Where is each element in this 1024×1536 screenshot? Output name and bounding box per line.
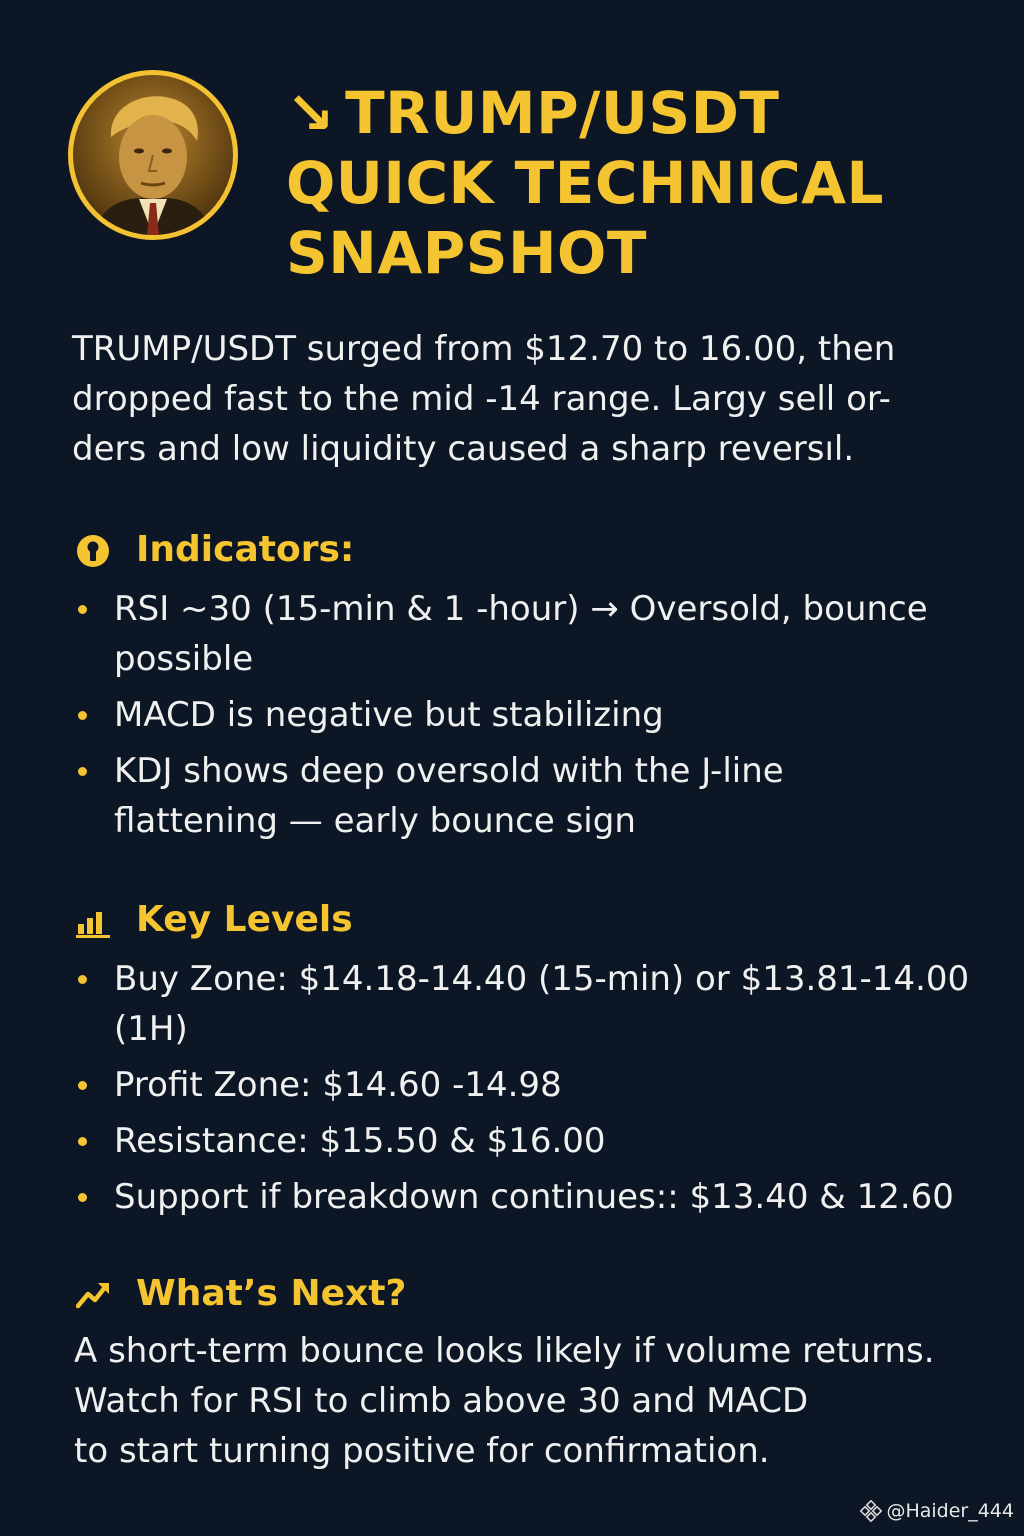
indicators-list bbox=[78, 584, 1008, 852]
intro-line: ders and low liquidity caused a sharp reversıl. bbox=[72, 429, 855, 469]
list-item: Resistance: $15.50 & $16.00 bbox=[78, 1116, 1008, 1166]
intro-paragraph bbox=[72, 324, 982, 474]
list-item: Support if breakdown continues:: $13.40 & 12.60 bbox=[78, 1172, 1008, 1222]
title-line-1: ↘ TRUMP/USDT bbox=[286, 79, 780, 147]
list-item: Profit Zone: $14.60 -14.98 bbox=[78, 1060, 1008, 1110]
binance-logo-icon bbox=[860, 1500, 882, 1522]
whats-next-line: A short-term bounce looks likely if volume returns. bbox=[74, 1331, 935, 1371]
bullet-dot bbox=[78, 767, 87, 776]
whats-next-line: to start turning positive for confirmation. bbox=[74, 1431, 770, 1471]
indicators-heading-text: Indicators: bbox=[136, 529, 355, 570]
key-circle-icon bbox=[76, 533, 110, 567]
key-levels-list bbox=[78, 954, 1008, 1228]
indicators-heading bbox=[76, 526, 354, 574]
list-item: Buy Zone: $14.18-14.40 (15-min) or $13.81-14.00 (1H) bbox=[78, 954, 1008, 1054]
intro-line: dropped fast to the mid -14 range. Largy sell or- bbox=[72, 379, 891, 419]
trend-down-icon: ↘ bbox=[286, 79, 336, 147]
bullet-dot bbox=[78, 605, 87, 614]
key-levels-heading-text: Key Levels bbox=[136, 899, 353, 940]
bullet-dot bbox=[78, 975, 87, 984]
bar-chart-icon bbox=[76, 903, 110, 937]
page-title bbox=[286, 78, 986, 288]
intro-line: TRUMP/USDT surged from $12.70 to 16.00, then bbox=[72, 329, 896, 369]
list-item: KDJ shows deep oversold with the J-line flattening — early bounce sign bbox=[78, 746, 1008, 846]
title-line-3: SNAPSHOT bbox=[286, 219, 647, 287]
whats-next-paragraph bbox=[74, 1326, 1014, 1476]
whats-next-line: Watch for RSI to climb above 30 and MACD bbox=[74, 1381, 809, 1421]
author-watermark bbox=[860, 1500, 1014, 1522]
bullet-dot bbox=[78, 1081, 87, 1090]
bullet-dot bbox=[78, 1137, 87, 1146]
bullet-dot bbox=[78, 1193, 87, 1202]
trend-up-icon bbox=[76, 1277, 110, 1311]
list-item: MACD is negative but stabilizing bbox=[78, 690, 1008, 740]
author-handle: @Haider_444 bbox=[886, 1500, 1014, 1522]
trump-portrait-avatar bbox=[68, 70, 238, 240]
whats-next-heading bbox=[76, 1270, 406, 1318]
whats-next-heading-text: What’s Next? bbox=[136, 1273, 407, 1314]
bullet-dot bbox=[78, 711, 87, 720]
key-levels-heading bbox=[76, 896, 353, 944]
list-item: RSI ~30 (15-min & 1 -hour) → Oversold, bounce possible bbox=[78, 584, 1008, 684]
title-line-2: QUICK TECHNICAL bbox=[286, 149, 885, 217]
